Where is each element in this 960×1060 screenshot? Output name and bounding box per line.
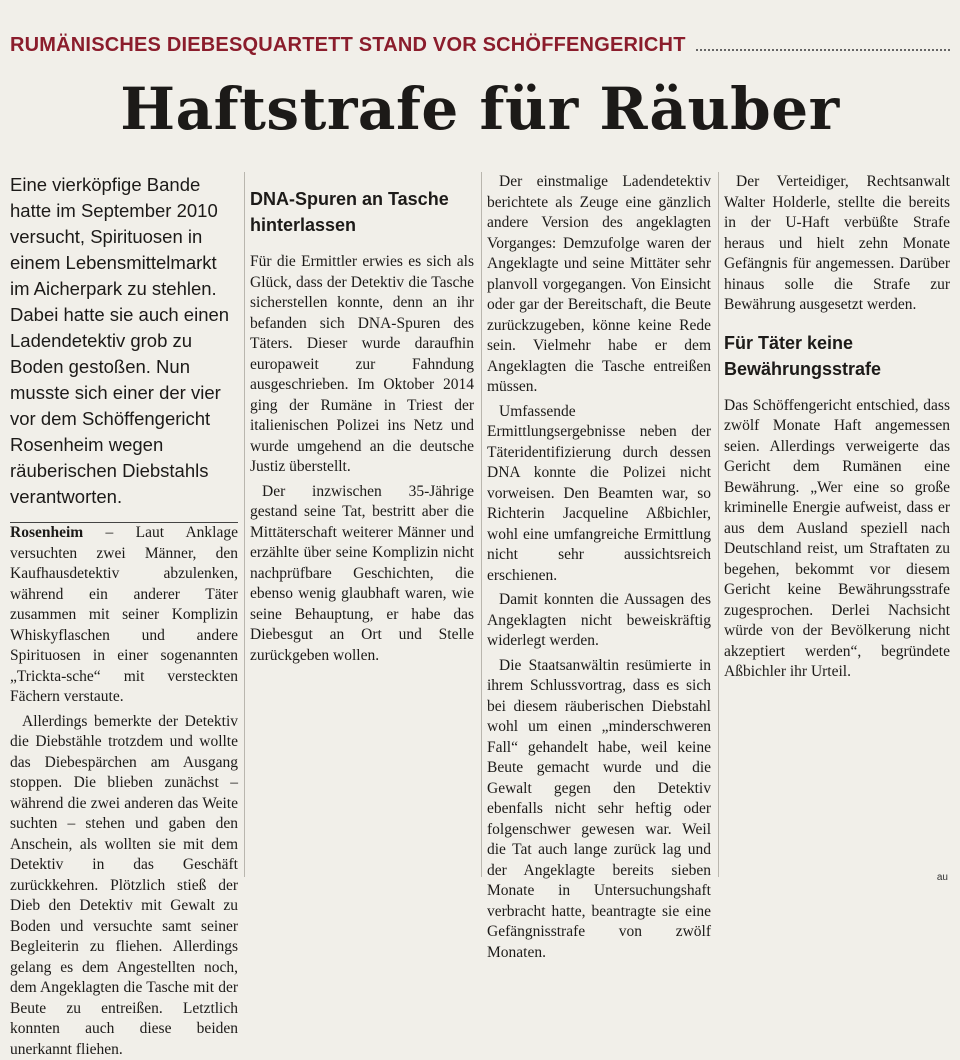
subhead-dna: DNA-Spuren an Tasche hinterlassen — [250, 186, 474, 238]
paragraph: Umfassende Ermittlungsergebnisse neben der Täteridentifizierung durch dessen DNA konnte die Polizei nicht vorweisen. Den Beamten war, so Richterin Jacqueline Aßbichler, wohl eine umfangreiche Ermittlung nicht sehr aussichtsreich erschienen. — [487, 402, 711, 587]
column-4 — [724, 172, 950, 882]
subhead-bewaehrung: Für Täter keine Bewährungsstrafe — [724, 330, 950, 382]
dateline: Rosenheim — [10, 524, 83, 541]
paragraph: Damit konnten die Aussagen des Angeklagten nicht beweiskräftig widerlegt werden. — [487, 590, 711, 652]
column-rule — [244, 172, 245, 877]
column-rule — [718, 172, 719, 877]
paragraph: Für die Ermittler erwies es sich als Glück, dass der Detektiv die Tasche sicherstellen konnte, denn an ihr befanden sich DNA-Spuren des Täters. Dieser wurde daraufhin europaweit zur Fahndung ausgeschrieben. Im Oktober 2014 ging der Rumäne in Triest der italienischen Polizei ins Netz und wurde umgehend an die deutsche Justiz überstellt. — [250, 252, 474, 478]
headline: Haftstrafe für Räuber — [0, 74, 960, 144]
paragraph — [10, 523, 238, 708]
column-3 — [487, 172, 711, 882]
paragraph: Das Schöffengericht entschied, dass zwölf Monate Haft angemessen seien. Allerdings verweigerte das Gericht dem Rumänen eine Bewährung. „Wer eine so große kriminelle Energie aufweist, dass er aus dem Ausland speziell nach Deutschland reist, um Straftaten zu begehen, bekommt vor diesem Gericht keine Bewährungsstrafe zugesprochen. Derlei Nachsicht würde von der Bevölkerung nicht akzeptiert werden“, begründete Aßbichler ihr Urteil. — [724, 396, 950, 683]
column-2 — [250, 172, 474, 882]
kicker: RUMÄNISCHES DIEBESQUARTETT STAND VOR SCHÖFFENGERICHT — [10, 34, 686, 57]
paragraph: Allerdings bemerkte der Detektiv die Diebstähle trotzdem und wollte das Diebespärchen am Ausgang stoppen. Die blieben zunächst – während die zwei anderen das Weite suchten – stehen und gaben den Anschein, als wollten sie mit dem Detektiv in das Geschäft zurückkehren. Plötzlich stieß der Dieb den Detektiv mit Gewalt zu Boden und versuchte samt seiner Begleiterin zu fliehen. Allerdings gelang es dem Angestellten noch, dem Angeklagten die Tasche mit der Beute zu entreißen. Letztlich konnten auch diese beiden unerkannt fliehen. — [10, 712, 238, 1060]
paragraph: Der Verteidiger, Rechtsanwalt Walter Holderle, stellte die bereits in der U-Haft verbüßte Strafe heraus und hielt zehn Monate Gefängnis für angemessen. Darüber hinaus solle die Strafe zur Bewährung ausgesetzt werden. — [724, 172, 950, 316]
paragraph-text: – Laut Anklage versuchten zwei Männer, den Kaufhausdetektiv abzulenken, während ein anderer Täter zusammen mit seiner Komplizin Whiskyflaschen und andere Spirituosen in einer sogenannten „Trickta-sche“ mit versteckten Fächern verstaute. — [10, 524, 238, 705]
kicker-row — [10, 30, 950, 60]
column-1 — [10, 172, 238, 882]
lede: Eine vierköpfige Bande hatte im September 2010 versucht, Spirituosen in einem Lebensmittelmarkt im Aicherpark zu stehlen. Dabei hatte sie auch einen Ladendetektiv grob zu Boden gestoßen. Nun musste sich einer der vier vor dem Schöffengericht Rosenheim wegen räuberischen Diebstahls verantworten. — [10, 172, 238, 523]
paragraph: Der einstmalige Ladendetektiv berichtete als Zeuge eine gänzlich andere Version des angeklagten Vorganges: Demzufolge waren der Angeklagte und seine Mittäter sehr planvoll vorgegangen. Von Einsicht oder gar der Bereitschaft, die Beute zurückzugeben, könne keine Rede sein. Vielmehr habe er dem Angeklagten die Tasche entreißen müssen. — [487, 172, 711, 398]
author-initials: au — [937, 872, 948, 883]
kicker-dotted-rule — [696, 49, 950, 51]
paragraph: Der inzwischen 35-Jährige gestand seine Tat, bestritt aber die Mittäterschaft weiterer Männer und erzählte über seine Komplizin nicht nachprüfbare Geschichten, die ebenso wenig glaubhaft waren, wie seine Behauptung, er habe das Diebesgut an Ort und Stelle zurückgeben wollen. — [250, 482, 474, 667]
paragraph: Die Staatsanwältin resümierte in ihrem Schlussvortrag, dass es sich bei diesem räuberischen Diebstahl wohl um einen „minderschweren Fall“ gehandelt habe, weil keine Beute gemacht wurde und die Gewalt gegen den Detektiv ebenfalls nicht sehr heftig oder folgenschwer gewesen war. Weil die Tat auch lange zurück lag und der Angeklagte bereits sieben Monate in Untersuchungshaft verbracht hatte, beantragte sie eine Gefängnisstrafe von zwölf Monaten. — [487, 656, 711, 964]
column-rule — [481, 172, 482, 877]
